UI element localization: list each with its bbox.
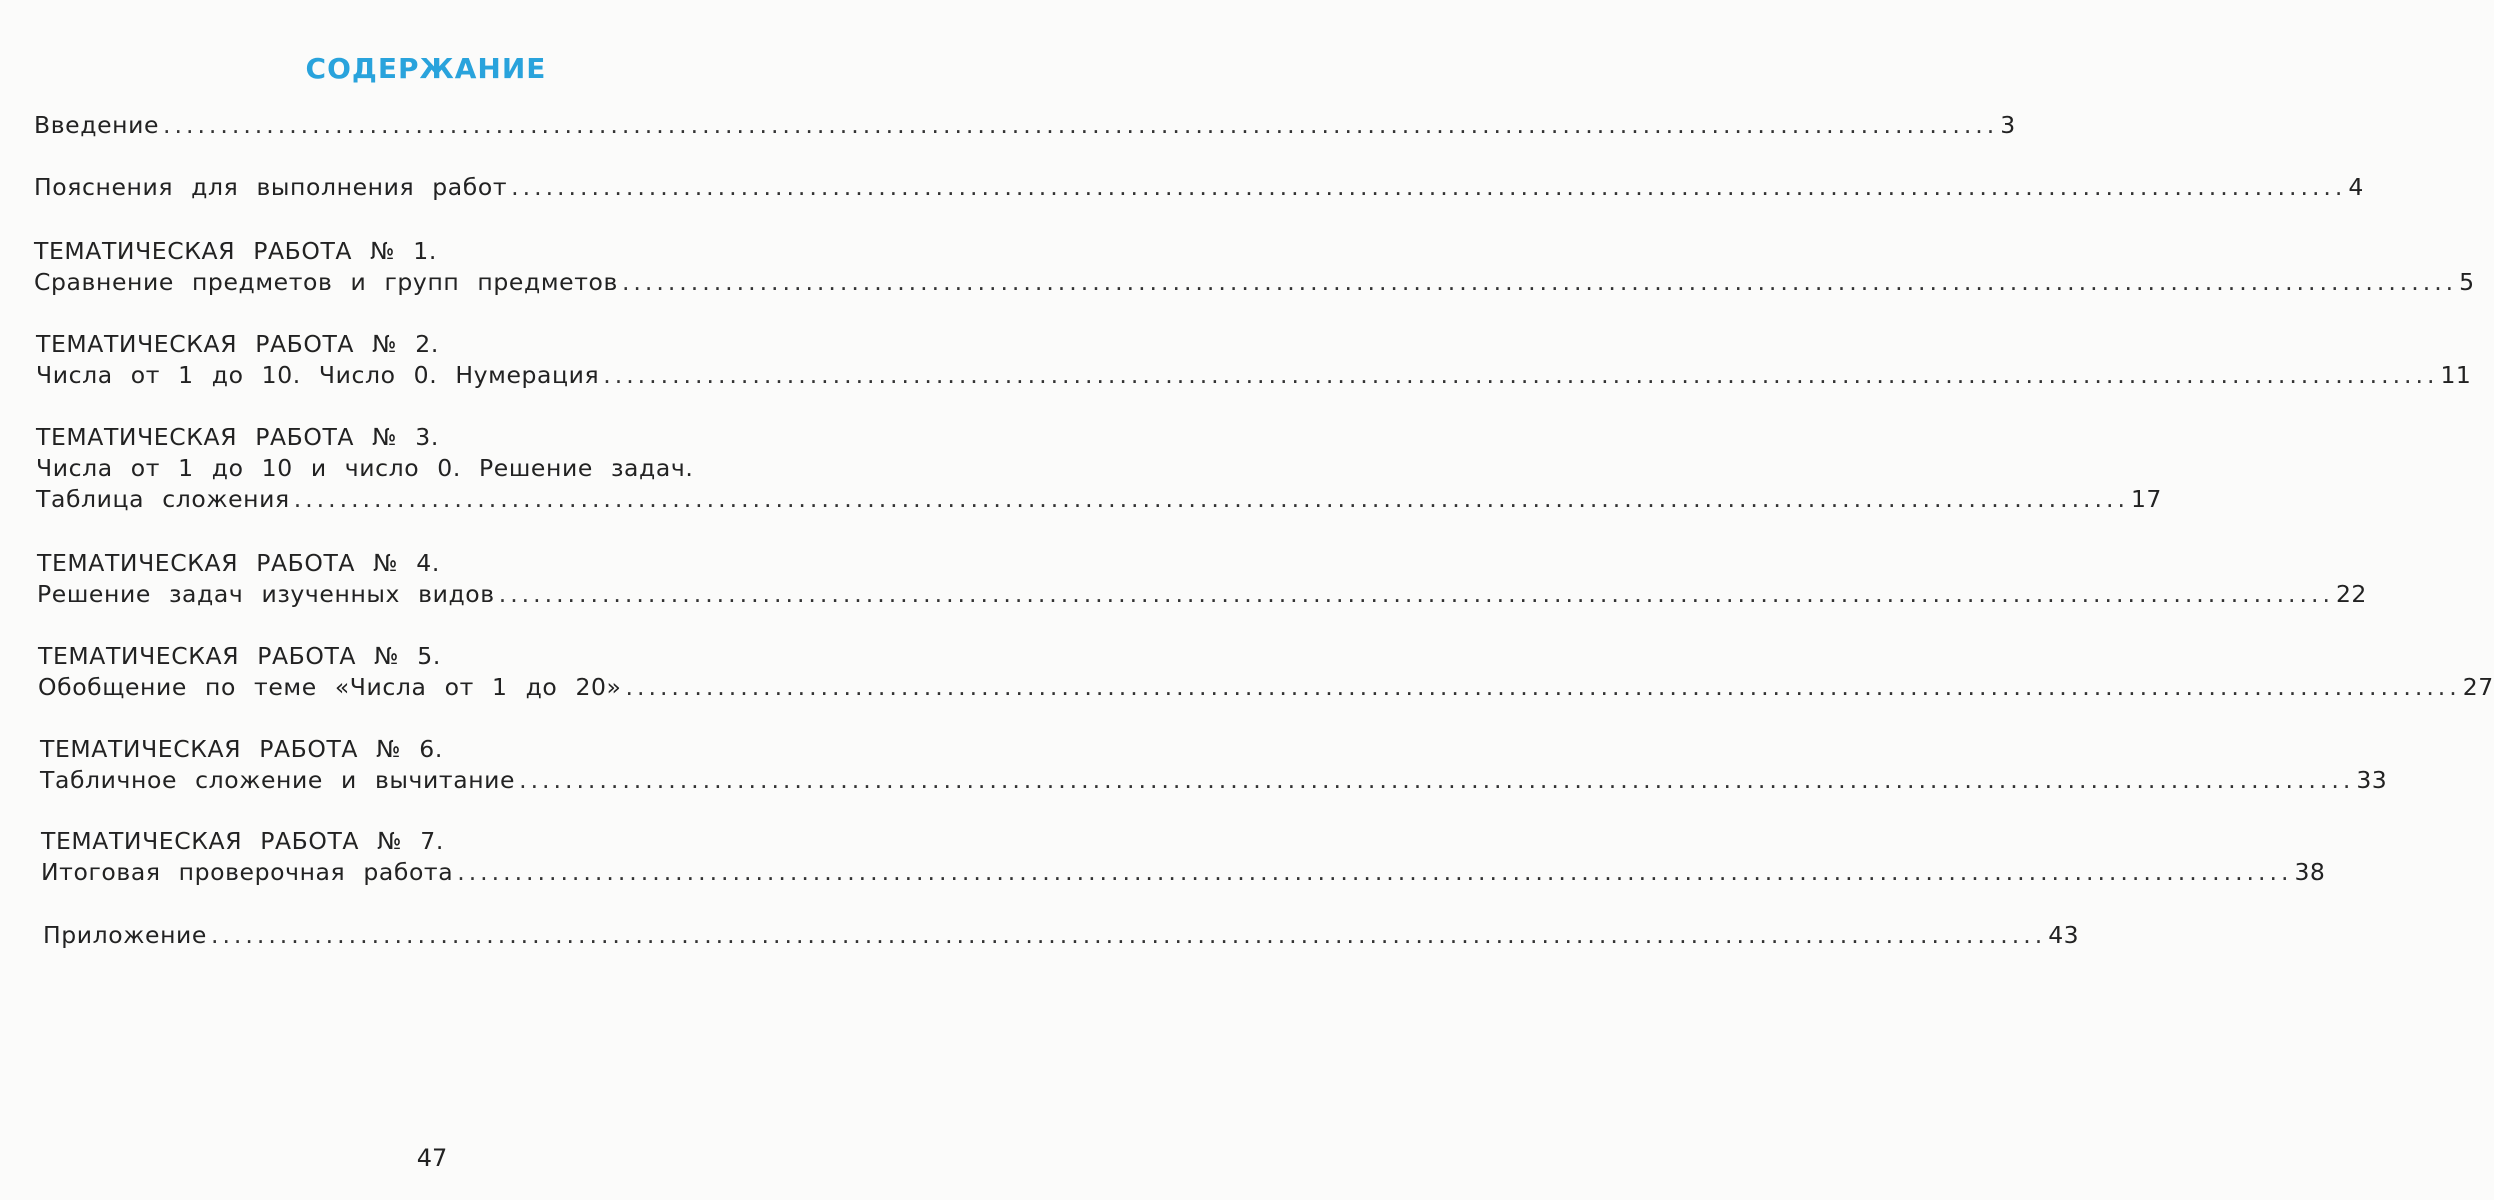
toc-entry-title: Числа от 1 до 10. Число 0. Нумерация bbox=[36, 361, 600, 389]
toc-entry-subtitle: Числа от 1 до 10 и число 0. Решение задач. bbox=[36, 454, 694, 482]
toc-entry-title: Таблица сложения bbox=[36, 485, 290, 513]
dot-leader: ................................................................................................................................................................ bbox=[457, 858, 2293, 886]
toc-entry-title: Табличное сложение и вычитание bbox=[40, 766, 516, 794]
toc-page-number: 33 bbox=[2356, 766, 2388, 794]
toc-entry-appendix[interactable] bbox=[43, 920, 2080, 951]
toc-entry-heading: ТЕМАТИЧЕСКАЯ РАБОТА № 4. bbox=[37, 549, 440, 577]
toc-line bbox=[34, 267, 2475, 298]
toc-entry-work-2[interactable] bbox=[36, 329, 2472, 391]
toc-line bbox=[43, 920, 2080, 951]
dot-leader: ................................................................................................................................................................ bbox=[210, 921, 2047, 949]
toc-entry-work-6[interactable] bbox=[40, 734, 2388, 796]
dot-leader: ................................................................................................................................................................ bbox=[519, 766, 2355, 794]
toc-entry-title: Итоговая проверочная работа bbox=[41, 858, 454, 886]
toc-entry-work-5[interactable] bbox=[38, 641, 2494, 703]
toc-line bbox=[41, 857, 2326, 888]
toc-page-number: 17 bbox=[2130, 485, 2162, 513]
toc-entry-heading: ТЕМАТИЧЕСКАЯ РАБОТА № 7. bbox=[41, 827, 444, 855]
toc-entry-title: Приложение bbox=[43, 921, 207, 949]
toc-line bbox=[38, 672, 2494, 703]
toc-page-number: 4 bbox=[2348, 173, 2364, 201]
toc-page-number: 3 bbox=[2000, 111, 2016, 139]
dot-leader: ................................................................................................................................................................ bbox=[603, 361, 2439, 389]
toc-page-number: 27 bbox=[2462, 673, 2494, 701]
toc-entry-heading: ТЕМАТИЧЕСКАЯ РАБОТА № 5. bbox=[38, 642, 441, 670]
toc-page-number: 38 bbox=[2294, 858, 2326, 886]
toc-line bbox=[36, 484, 2162, 515]
toc-entry-work-1[interactable] bbox=[34, 236, 2475, 298]
toc-entry-heading: ТЕМАТИЧЕСКАЯ РАБОТА № 6. bbox=[40, 735, 443, 763]
toc-line bbox=[34, 172, 2364, 203]
page-number: 47 bbox=[416, 1144, 448, 1172]
toc-entry-title: Сравнение предметов и групп предметов bbox=[34, 268, 618, 296]
toc-entry-title: Введение bbox=[34, 111, 160, 139]
toc-entry-title: Пояснения для выполнения работ bbox=[34, 173, 508, 201]
toc-entry-title: Решение задач изученных видов bbox=[37, 580, 495, 608]
dot-leader: ................................................................................................................................................................ bbox=[293, 485, 2129, 513]
toc-line bbox=[36, 360, 2472, 391]
toc-line bbox=[34, 110, 2016, 141]
toc-page-number: 22 bbox=[2335, 580, 2367, 608]
toc-entry-work-4[interactable] bbox=[37, 548, 2367, 610]
toc-page-number: 43 bbox=[2048, 921, 2080, 949]
toc-entry-introduction[interactable] bbox=[34, 110, 2016, 141]
toc-entry-title: Обобщение по теме «Числа от 1 до 20» bbox=[38, 673, 622, 701]
toc-entry-heading: ТЕМАТИЧЕСКАЯ РАБОТА № 3. bbox=[36, 423, 439, 451]
toc-entry-work-3[interactable] bbox=[36, 422, 2162, 515]
toc-entry-work-7[interactable] bbox=[41, 826, 2326, 888]
toc-page-number: 11 bbox=[2440, 361, 2472, 389]
dot-leader: ................................................................................................................................................................ bbox=[498, 580, 2334, 608]
toc-entry-heading: ТЕМАТИЧЕСКАЯ РАБОТА № 2. bbox=[36, 330, 439, 358]
page-title: СОДЕРЖАНИЕ bbox=[305, 52, 547, 85]
dot-leader: ................................................................................................................................................................ bbox=[625, 673, 2461, 701]
toc-entry-heading: ТЕМАТИЧЕСКАЯ РАБОТА № 1. bbox=[34, 237, 437, 265]
dot-leader: ................................................................................................................................................................ bbox=[621, 268, 2458, 296]
toc-page-number: 5 bbox=[2459, 268, 2475, 296]
toc-line bbox=[37, 579, 2367, 610]
toc-entry-instructions[interactable] bbox=[34, 172, 2364, 203]
dot-leader: ................................................................................................................................................................ bbox=[163, 111, 1999, 139]
toc-line bbox=[40, 765, 2388, 796]
dot-leader: ................................................................................................................................................................ bbox=[511, 173, 2347, 201]
